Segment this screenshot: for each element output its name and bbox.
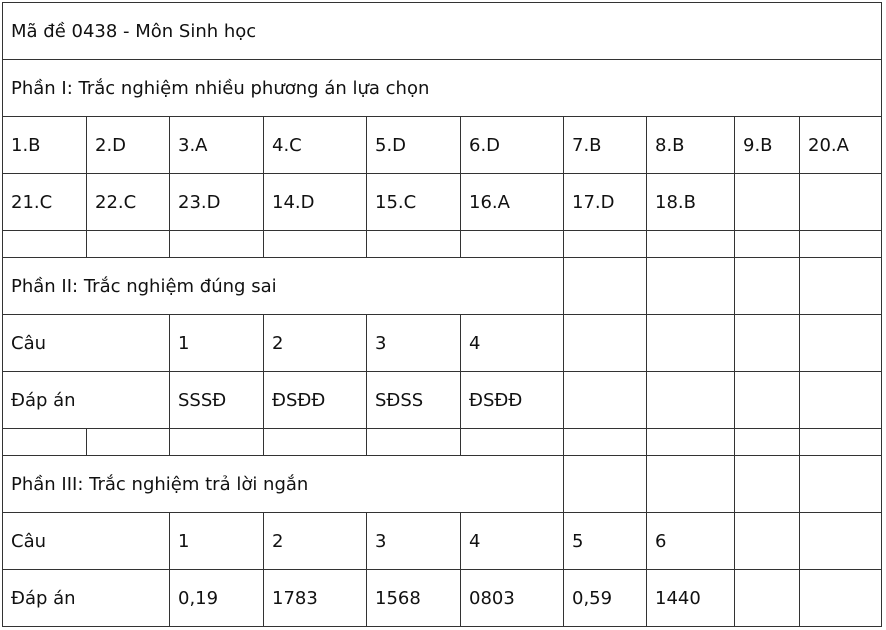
empty-cell xyxy=(800,456,882,513)
part1-answer: 16.A xyxy=(461,174,564,231)
part1-answer: 6.D xyxy=(461,117,564,174)
part3-answer-label: Đáp án xyxy=(3,570,170,627)
empty-cell xyxy=(800,315,882,372)
empty-cell xyxy=(564,456,647,513)
part3-answer: 1440 xyxy=(647,570,735,627)
part1-answer: 18.B xyxy=(647,174,735,231)
empty-cell xyxy=(564,429,647,456)
part2-question-number: 3 xyxy=(367,315,461,372)
part3-answer-row xyxy=(3,570,882,627)
answer-table xyxy=(2,2,882,627)
empty-cell xyxy=(87,429,170,456)
exam-title: Mã đề 0438 - Môn Sinh học xyxy=(3,3,882,60)
empty-cell xyxy=(461,231,564,258)
empty-cell xyxy=(647,258,735,315)
empty-cell xyxy=(647,315,735,372)
answer-key xyxy=(2,2,882,627)
part3-question-number: 6 xyxy=(647,513,735,570)
part3-question-number: 1 xyxy=(170,513,264,570)
part1-answers-row-2 xyxy=(3,174,882,231)
empty-cell xyxy=(87,231,170,258)
part1-heading-row xyxy=(3,60,882,117)
part2-answer: ĐSĐĐ xyxy=(264,372,367,429)
part1-answer: 1.B xyxy=(3,117,87,174)
part1-answer: 20.A xyxy=(800,117,882,174)
part3-answer: 1783 xyxy=(264,570,367,627)
empty-cell xyxy=(264,231,367,258)
part3-question-number: 2 xyxy=(264,513,367,570)
empty-cell xyxy=(367,231,461,258)
part3-answer: 1568 xyxy=(367,570,461,627)
title-row xyxy=(3,3,882,60)
empty-cell xyxy=(647,372,735,429)
empty-cell xyxy=(367,429,461,456)
empty-cell xyxy=(170,429,264,456)
empty-cell xyxy=(735,456,800,513)
empty-cell xyxy=(800,570,882,627)
empty-cell xyxy=(564,372,647,429)
part1-answer: 3.A xyxy=(170,117,264,174)
empty-cell xyxy=(564,258,647,315)
part3-question-number: 3 xyxy=(367,513,461,570)
part1-answer: 5.D xyxy=(367,117,461,174)
part2-question-number: 1 xyxy=(170,315,264,372)
empty-cell xyxy=(735,372,800,429)
empty-cell xyxy=(3,429,87,456)
spacer-row xyxy=(3,231,882,258)
empty-cell xyxy=(735,513,800,570)
part1-answer: 22.C xyxy=(87,174,170,231)
part1-answer: 4.C xyxy=(264,117,367,174)
part3-answer: 0,59 xyxy=(564,570,647,627)
empty-cell xyxy=(800,372,882,429)
part3-question-number: 5 xyxy=(564,513,647,570)
part3-answer: 0,19 xyxy=(170,570,264,627)
empty-cell xyxy=(264,429,367,456)
part3-question-number: 4 xyxy=(461,513,564,570)
part1-answer: 14.D xyxy=(264,174,367,231)
spacer-row xyxy=(3,429,882,456)
part1-answer: 7.B xyxy=(564,117,647,174)
part1-answers-row-1 xyxy=(3,117,882,174)
part1-answer: 23.D xyxy=(170,174,264,231)
part3-question-row xyxy=(3,513,882,570)
part1-answer: 21.C xyxy=(3,174,87,231)
empty-cell xyxy=(461,429,564,456)
empty-cell xyxy=(735,258,800,315)
part2-question-number: 2 xyxy=(264,315,367,372)
part1-answer: 8.B xyxy=(647,117,735,174)
empty-cell xyxy=(3,231,87,258)
part1-answer: 15.C xyxy=(367,174,461,231)
part1-answer: 9.B xyxy=(735,117,800,174)
part1-answer xyxy=(800,174,882,231)
empty-cell xyxy=(170,231,264,258)
empty-cell xyxy=(735,570,800,627)
empty-cell xyxy=(800,429,882,456)
part3-title: Phần III: Trắc nghiệm trả lời ngắn xyxy=(3,456,564,513)
part2-answer-label: Đáp án xyxy=(3,372,170,429)
empty-cell xyxy=(800,258,882,315)
empty-cell xyxy=(735,429,800,456)
part3-answer: 0803 xyxy=(461,570,564,627)
part2-title: Phần II: Trắc nghiệm đúng sai xyxy=(3,258,564,315)
part2-answer-row xyxy=(3,372,882,429)
empty-cell xyxy=(735,315,800,372)
part2-answer: SĐSS xyxy=(367,372,461,429)
part2-answer: ĐSĐĐ xyxy=(461,372,564,429)
empty-cell xyxy=(647,456,735,513)
part3-question-label: Câu xyxy=(3,513,170,570)
part1-title: Phần I: Trắc nghiệm nhiều phương án lựa chọn xyxy=(3,60,882,117)
empty-cell xyxy=(735,231,800,258)
part1-answer: 2.D xyxy=(87,117,170,174)
part1-answer: 17.D xyxy=(564,174,647,231)
part3-heading-row xyxy=(3,456,882,513)
part2-answer: SSSĐ xyxy=(170,372,264,429)
empty-cell xyxy=(800,231,882,258)
part2-question-label: Câu xyxy=(3,315,170,372)
part2-question-number: 4 xyxy=(461,315,564,372)
empty-cell xyxy=(564,315,647,372)
part2-question-row xyxy=(3,315,882,372)
part2-heading-row xyxy=(3,258,882,315)
part1-answer xyxy=(735,174,800,231)
empty-cell xyxy=(647,231,735,258)
empty-cell xyxy=(564,231,647,258)
empty-cell xyxy=(647,429,735,456)
empty-cell xyxy=(800,513,882,570)
